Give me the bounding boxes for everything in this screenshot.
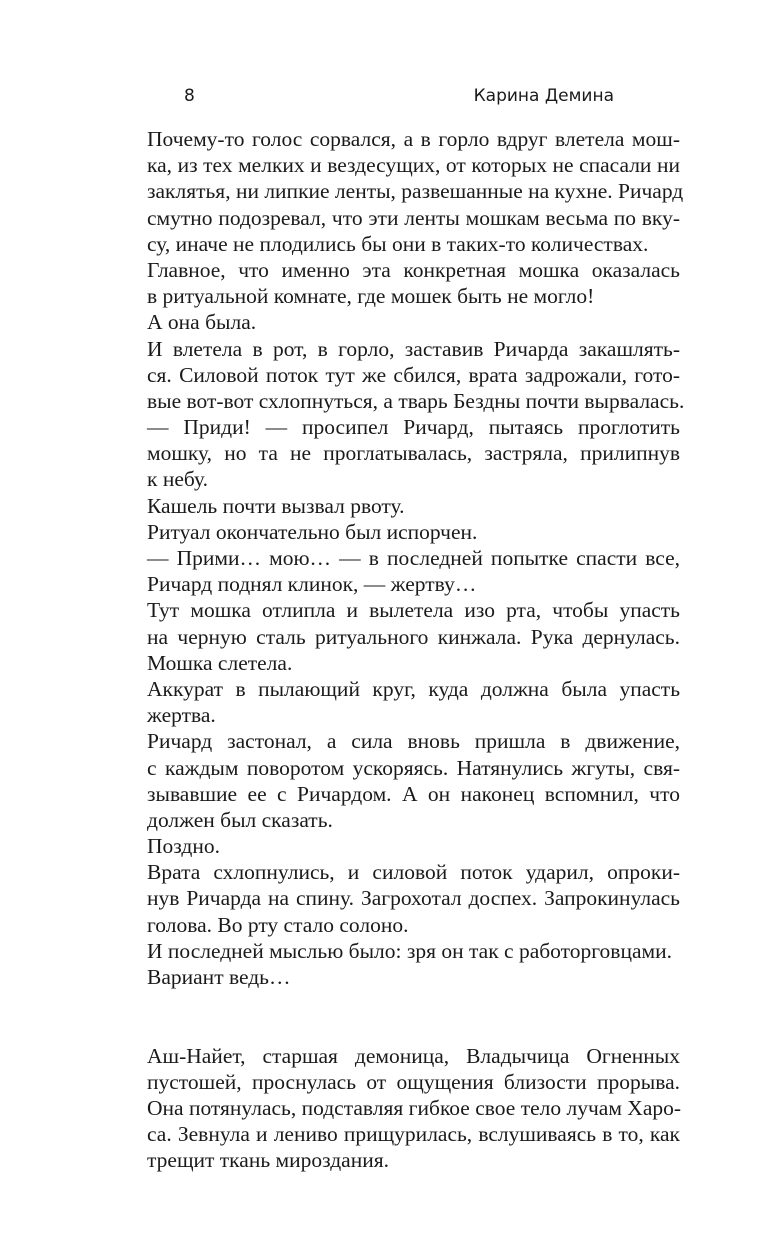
text-line: смутно подозревал, что эти ленты мошкам весьма по вку- bbox=[147, 205, 680, 230]
text-line: Мошка слетела. bbox=[147, 650, 293, 675]
text-line: трещит ткань мироздания. bbox=[147, 1148, 390, 1173]
paragraph bbox=[147, 938, 680, 964]
paragraph bbox=[147, 597, 680, 676]
section-break bbox=[147, 990, 680, 1042]
text-line: И влетела в рот, в горло, заставив Ричарда закашлять- bbox=[147, 336, 680, 361]
paragraph bbox=[147, 519, 680, 545]
text-line: с каждым поворотом ускоряясь. Натянулись жгуты, свя- bbox=[147, 755, 680, 780]
text-line: ся. Силовой поток тут же сбился, врата задрожали, гото- bbox=[147, 362, 680, 387]
paragraph bbox=[147, 859, 680, 938]
text-line: — Приди! — просипел Ричард, пытаясь проглотить bbox=[147, 415, 680, 440]
text-line: Поздно. bbox=[147, 834, 220, 859]
paragraph bbox=[147, 336, 685, 415]
text-line: ка, из тех мелких и вездесущих, от которых не спасали ни bbox=[147, 153, 680, 178]
page-number: 8 bbox=[184, 86, 195, 106]
text-line: Вариант ведь… bbox=[147, 965, 291, 989]
text-line: Ритуал окончательно был испорчен. bbox=[147, 519, 478, 544]
text-line: к небу. bbox=[147, 467, 208, 492]
text-line: Аш-Найет, старшая демоница, Владычица Огненных bbox=[147, 1043, 680, 1068]
paragraph bbox=[147, 493, 680, 519]
running-head-author: Карина Демина bbox=[473, 86, 614, 106]
paragraph bbox=[147, 964, 680, 990]
text-line: жертва. bbox=[147, 703, 216, 728]
paragraph bbox=[147, 545, 680, 597]
page-header bbox=[184, 86, 614, 112]
text-line: Она потянулась, подставляя гибкое свое тело лучам Харо- bbox=[147, 1095, 682, 1120]
paragraph bbox=[147, 309, 680, 335]
text-line: вые вот-вот схлопнуться, а тварь Бездны почти вырвалась. bbox=[147, 388, 685, 413]
text-line: — Прими… мою… — в последней попытке спасти все, bbox=[147, 546, 680, 570]
text-line: И последней мыслью было: зря он так с работорговцами. bbox=[147, 938, 672, 963]
text-line: в ритуальной комнате, где мошек быть не могло! bbox=[147, 284, 595, 309]
text-line: Кашель почти вызвал рвоту. bbox=[147, 493, 405, 518]
text-line: Тут мошка отлипла и вылетела изо рта, чтобы упасть bbox=[147, 598, 680, 623]
text-line: Почему-то голос сорвался, а в горло вдруг влетела мош- bbox=[147, 127, 680, 151]
text-line: Аккурат в пылающий круг, куда должна была упасть bbox=[147, 676, 680, 701]
text-line: пустошей, проснулась от ощущения близости прорыва. bbox=[147, 1069, 680, 1094]
paragraph bbox=[147, 126, 684, 257]
paragraph bbox=[147, 414, 680, 493]
body-text bbox=[147, 126, 685, 1174]
text-line: должен был сказать. bbox=[147, 807, 333, 832]
text-line: на черную сталь ритуального кинжала. Рука дернулась. bbox=[147, 624, 680, 649]
text-line: А она была. bbox=[147, 310, 257, 335]
text-line: заклятья, ни липкие ленты, развешанные на кухне. Ричард bbox=[147, 179, 684, 204]
text-line: са. Зевнула и лениво прищурилась, вслушиваясь в то, как bbox=[147, 1122, 680, 1147]
text-line: голова. Во рту стало солоно. bbox=[147, 912, 409, 937]
text-line: Врата схлопнулись, и силовой поток ударил, опроки- bbox=[147, 860, 680, 885]
text-line: су, иначе не плодились бы они в таких-то количествах. bbox=[147, 231, 649, 256]
text-line: мошку, но та не проглатывалась, застряла, прилипнув bbox=[147, 441, 680, 466]
text-line: Ричард поднял клинок, — жертву… bbox=[147, 572, 477, 597]
text-line: Ричард застонал, а сила вновь пришла в движение, bbox=[147, 729, 680, 754]
text-line: Главное, что именно эта конкретная мошка оказалась bbox=[147, 257, 680, 282]
paragraph bbox=[147, 1043, 680, 1174]
paragraph bbox=[147, 833, 680, 859]
text-line: зывавшие ее с Ричардом. А он наконец вспомнил, что bbox=[147, 781, 680, 806]
paragraph bbox=[147, 676, 680, 728]
text-line: нув Ричарда на спину. Загрохотал доспех. Запрокинулась bbox=[147, 886, 680, 911]
paragraph bbox=[147, 728, 680, 833]
paragraph bbox=[147, 257, 680, 309]
